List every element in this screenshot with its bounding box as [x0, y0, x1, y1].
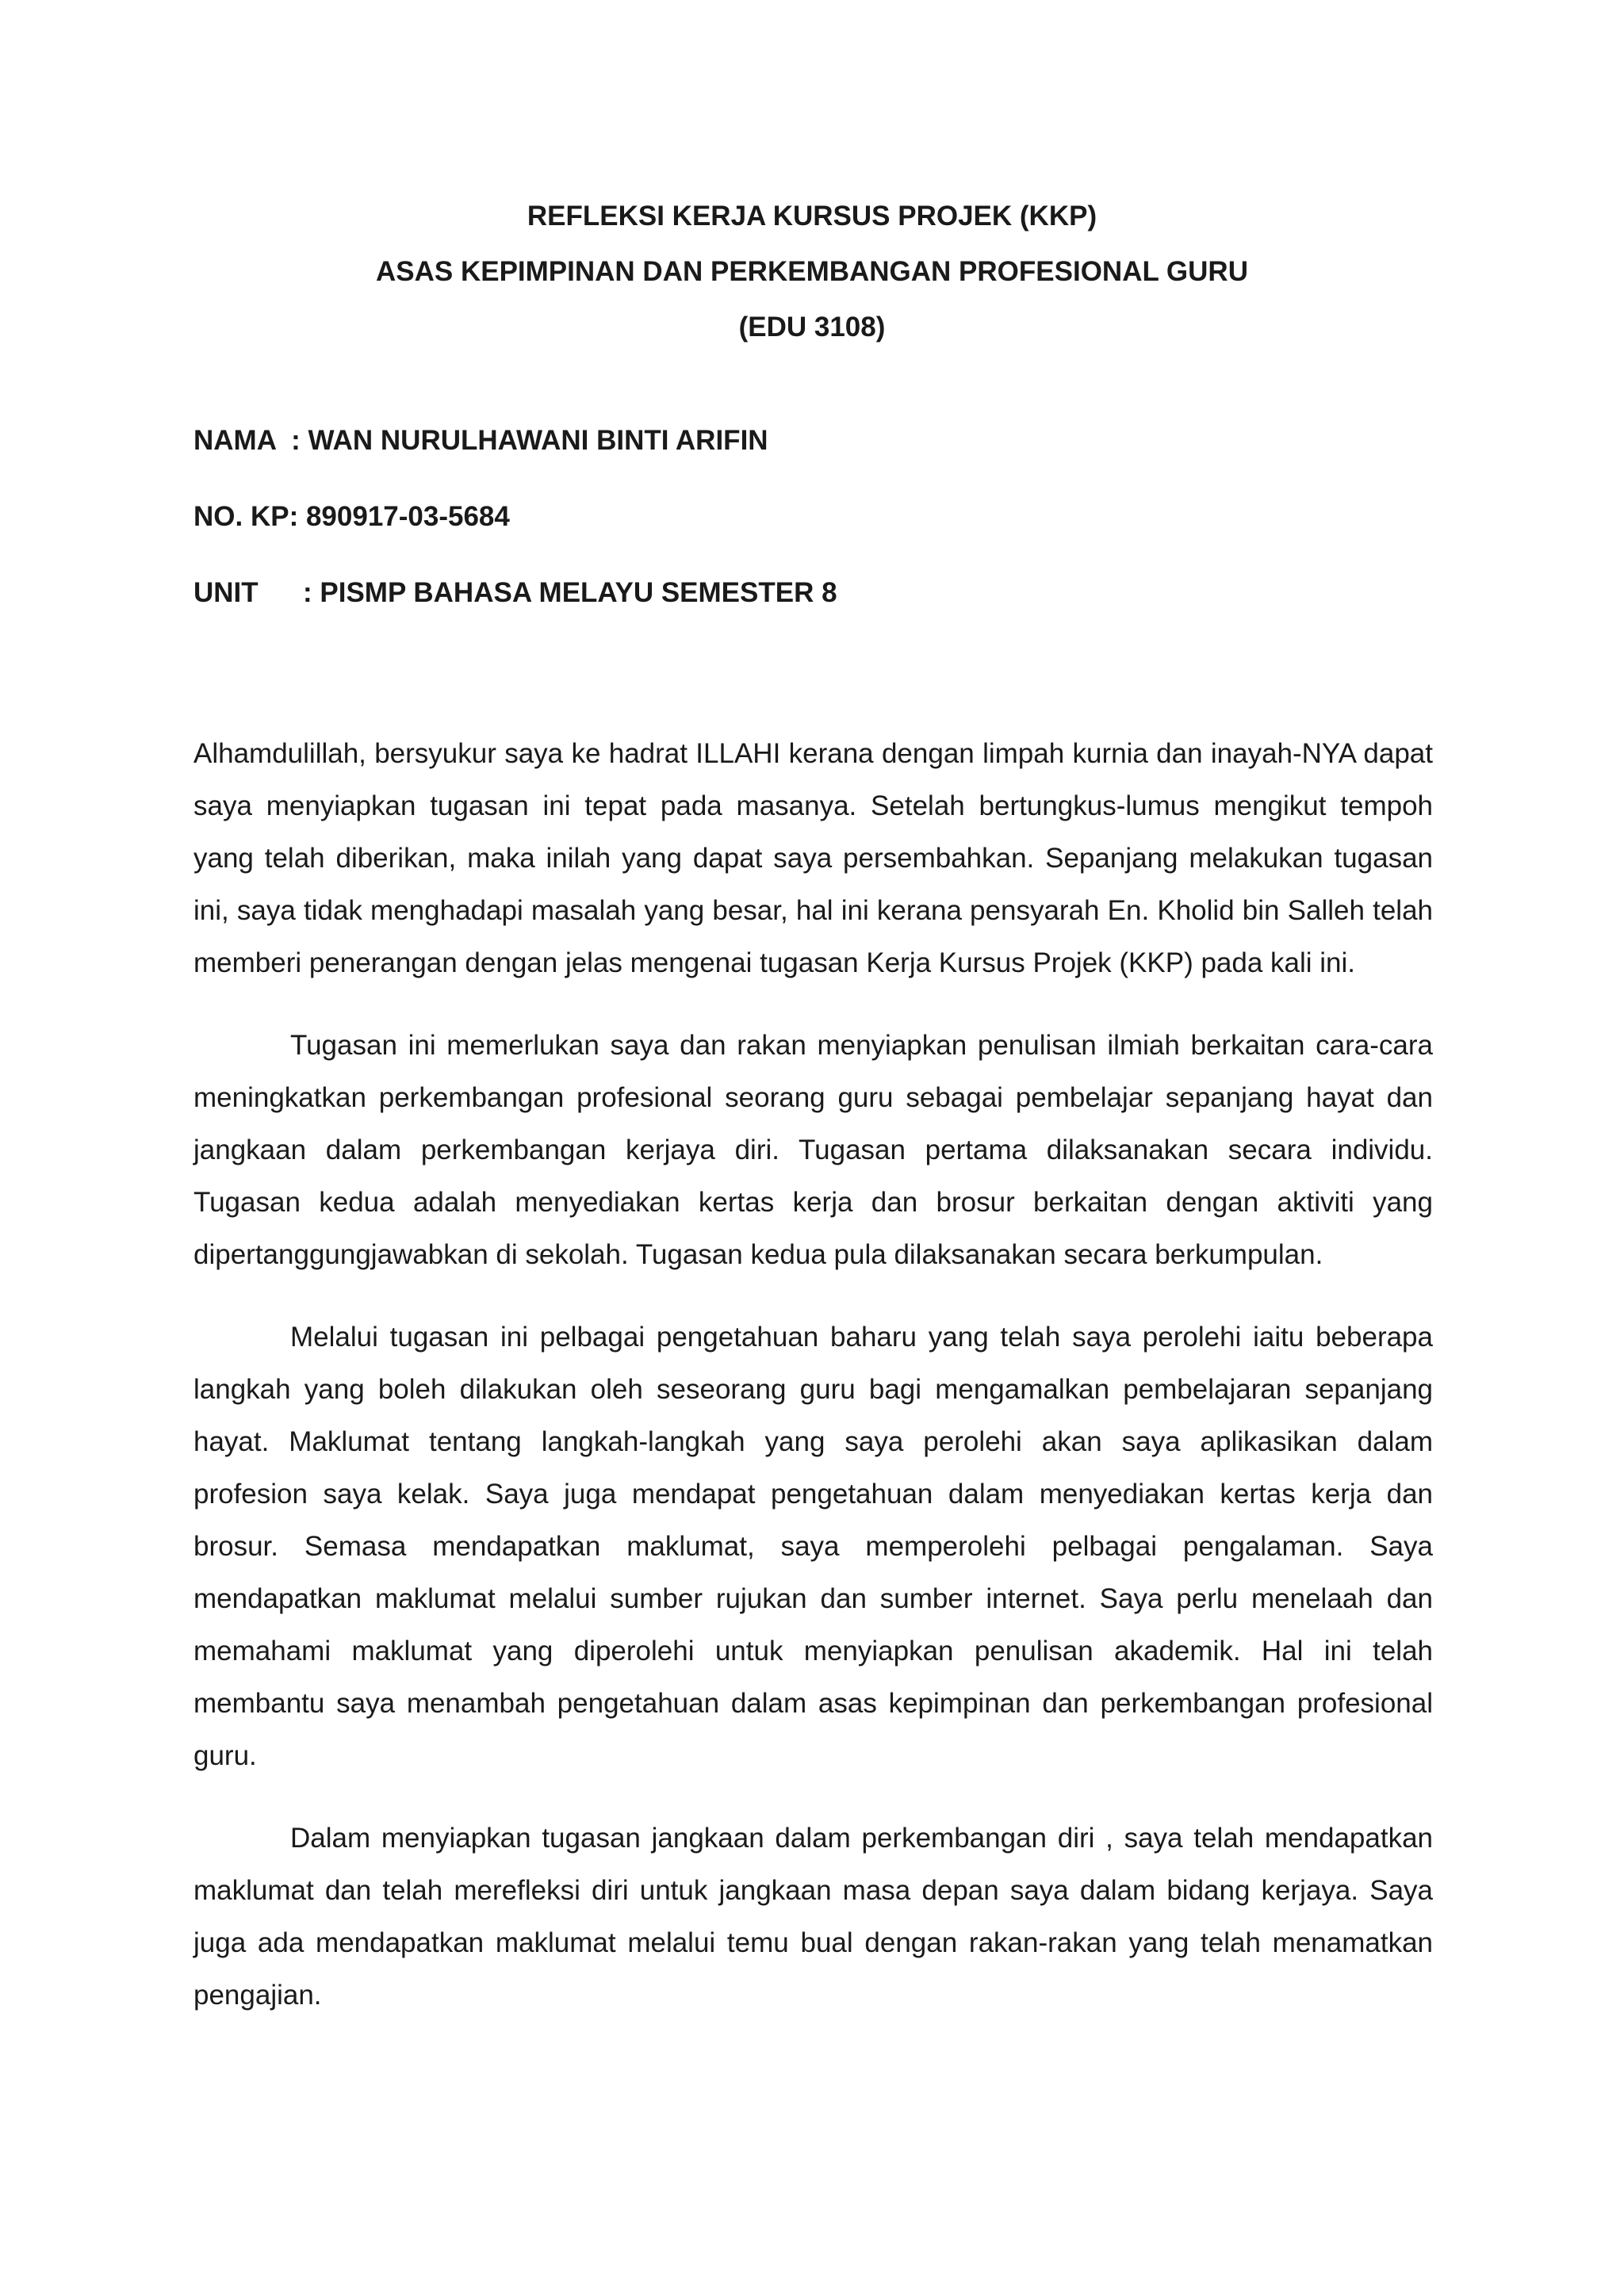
nama-value: : WAN NURULHAWANI BINTI ARIFIN: [291, 425, 768, 456]
info-row-unit: [193, 574, 837, 612]
kp-label: NO. KP:: [193, 501, 306, 532]
paragraph-3: Melalui tugasan ini pelbagai pengetahuan baharu yang telah saya perolehi iaitu beberapa langkah yang boleh dilakukan oleh seseorang guru bagi mengamalkan pembelajaran sepanjang hayat. Maklumat tentang langkah-langkah yang saya perolehi akan saya aplikasikan dalam profesion saya kelak. Saya juga mendapat pengetahuan dalam menyediakan kertas kerja dan brosur. Semasa mendapatkan maklumat, saya memperolehi pelbagai pengalaman. Saya mendapatkan maklumat melalui sumber rujukan dan sumber internet. Saya perlu menelaah dan memahami maklumat yang diperolehi untuk menyiapkan penulisan akademik. Hal ini telah membantu saya menambah pengetahuan dalam asas kepimpinan dan perkembangan profesional guru.: [193, 1322, 1433, 1771]
paragraph-2: Tugasan ini memerlukan saya dan rakan menyiapkan penulisan ilmiah berkaitan cara-cara meningkatkan perkembangan profesional seorang guru sebagai pembelajar sepanjang hayat dan jangkaan dalam perkembangan kerjaya diri. Tugasan pertama dilaksanakan secara individu. Tugasan kedua adalah menyediakan kertas kerja dan brosur berkaitan dengan aktiviti yang dipertanggungjawabkan di sekolah. Tugasan kedua pula dilaksanakan secara berkumpulan.: [193, 1030, 1433, 1270]
kp-value: 890917-03-5684: [305, 501, 510, 532]
nama-label: NAMA: [193, 425, 292, 456]
title-line-3: (EDU 3108): [738, 312, 886, 342]
title-line-1: REFLEKSI KERJA KURSUS PROJEK (KKP): [527, 201, 1097, 232]
document-title: [0, 189, 1624, 355]
info-row-kp: [193, 498, 837, 536]
paragraph-4: Dalam menyiapkan tugasan jangkaan dalam perkembangan diri , saya telah mendapatkan maklumat dan telah merefleksi diri untuk jangkaan masa depan saya dalam bidang kerjaya. Saya juga ada mendapatkan maklumat melalui temu bual dengan rakan-rakan yang telah menamatkan pengajian.: [193, 1823, 1433, 2011]
paragraph-1: Alhamdulillah, bersyukur saya ke hadrat ILLAHI kerana dengan limpah kurnia dan inayah-NYA dapat saya menyiapkan tugasan ini tepat pada masanya. Setelah bertungkus-lumus mengikut tempoh yang telah diberikan, maka inilah yang dapat saya persembahkan. Sepanjang melakukan tugasan ini, saya tidak menghadapi masalah yang besar, hal ini kerana pensyarah En. Kholid bin Salleh telah memberi penerangan dengan jelas mengenai tugasan Kerja Kursus Projek (KKP) pada kali ini.: [193, 738, 1433, 978]
unit-value: : PISMP BAHASA MELAYU SEMESTER 8: [303, 577, 837, 608]
info-row-nama: [193, 422, 837, 460]
unit-label: UNIT: [193, 577, 259, 608]
title-line-2: ASAS KEPIMPINAN DAN PERKEMBANGAN PROFESIONAL GURU: [376, 256, 1248, 287]
student-info: [193, 422, 837, 650]
body-text: [193, 728, 1433, 2052]
